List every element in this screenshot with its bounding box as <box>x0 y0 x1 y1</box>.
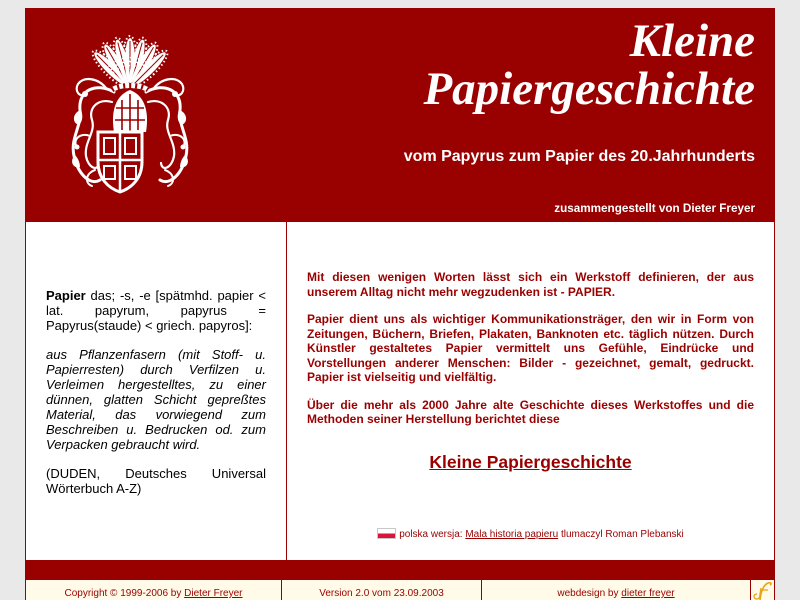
author-credit: zusammengestellt von Dieter Freyer <box>554 202 755 215</box>
footer-logo-cell <box>751 580 774 600</box>
definition-source: (DUDEN, Deutsches Universal Wörterbuch A-Z) <box>46 466 266 496</box>
copyright-author-link[interactable]: Dieter Freyer <box>184 588 243 599</box>
main-link-row <box>307 451 754 473</box>
headword: Papier <box>46 288 86 303</box>
site-title-line-2: Papiergeschichte <box>423 63 755 115</box>
site-footer <box>25 580 775 600</box>
coat-of-arms-logo <box>68 28 198 195</box>
shield <box>98 132 142 192</box>
polish-version-row <box>307 528 754 541</box>
intro-column <box>287 222 774 560</box>
intro-paragraph: Mit diesen wenigen Worten lässt sich ein Werkstoff definieren, der aus unserem Alltag nicht mehr wegzudenken ist - PAPIER. <box>307 270 754 299</box>
page-container <box>25 8 775 600</box>
translator-credit: tlumaczyl Roman Plebanski <box>558 528 684 540</box>
copyright-text: Copyright © 1999-2006 by <box>64 588 185 599</box>
kleine-papiergeschichte-link[interactable]: Kleine Papiergeschichte <box>429 451 632 472</box>
mantling-right <box>146 79 188 186</box>
definition-meaning: aus Pflanzenfasern (mit Stoff- u. Papierresten) durch Verfilzen u. Verleimen hergestelltes, zu einer dünnen, glatten Schicht gepreßtes Material, das vorwiegend zum Beschreiben u. Bedrucken od. zum Verpacken gebraucht wird. <box>46 347 266 452</box>
footer-copyright <box>26 580 282 600</box>
polish-flag-icon <box>377 528 396 539</box>
df-logo-icon[interactable] <box>751 580 774 600</box>
webdesign-author-link[interactable]: dieter freyer <box>621 588 675 599</box>
etymology: das; -s, -e [spätmhd. papier < lat. papyrum, papyrus = Papyrus(staude) < griech. papyros]: <box>46 288 266 333</box>
site-subtitle: vom Papyrus zum Papier des 20.Jahrhunderts <box>403 148 755 165</box>
intro-paragraph: Papier dient uns als wichtiger Kommunikationsträger, den wir in Form von Zeitungen, Büchern, Briefen, Plakaten, Banknoten etc. täglich nützen. Durch Künstler gestaltetes Papier vermittelt uns Gefühle, Eindrücke und Vorstellungen anderer Menschen: Bilder - gezeichnet, gemalt, gedruckt. Papier ist vielseitig und vielfältig. <box>307 312 754 384</box>
helmet <box>112 86 148 133</box>
dictionary-definition <box>26 222 287 560</box>
site-title <box>423 17 755 113</box>
footer-webdesign <box>482 580 751 600</box>
footer-version: Version 2.0 vom 23.09.2003 <box>282 580 482 600</box>
site-title-line-1: Kleine <box>629 15 755 67</box>
webdesign-text: webdesign by <box>557 588 622 599</box>
site-header <box>25 8 775 222</box>
main-content <box>25 222 775 560</box>
definition-headword-paragraph <box>46 288 266 333</box>
polish-version-label: polska wersja: <box>399 528 466 540</box>
intro-paragraph: Über die mehr als 2000 Jahre alte Geschichte dieses Werkstoffes und die Methoden seiner Herstellung berichtet diese <box>307 397 754 426</box>
polish-version-link[interactable]: Mala historia papieru <box>465 528 559 540</box>
footer-divider-band <box>25 560 775 580</box>
